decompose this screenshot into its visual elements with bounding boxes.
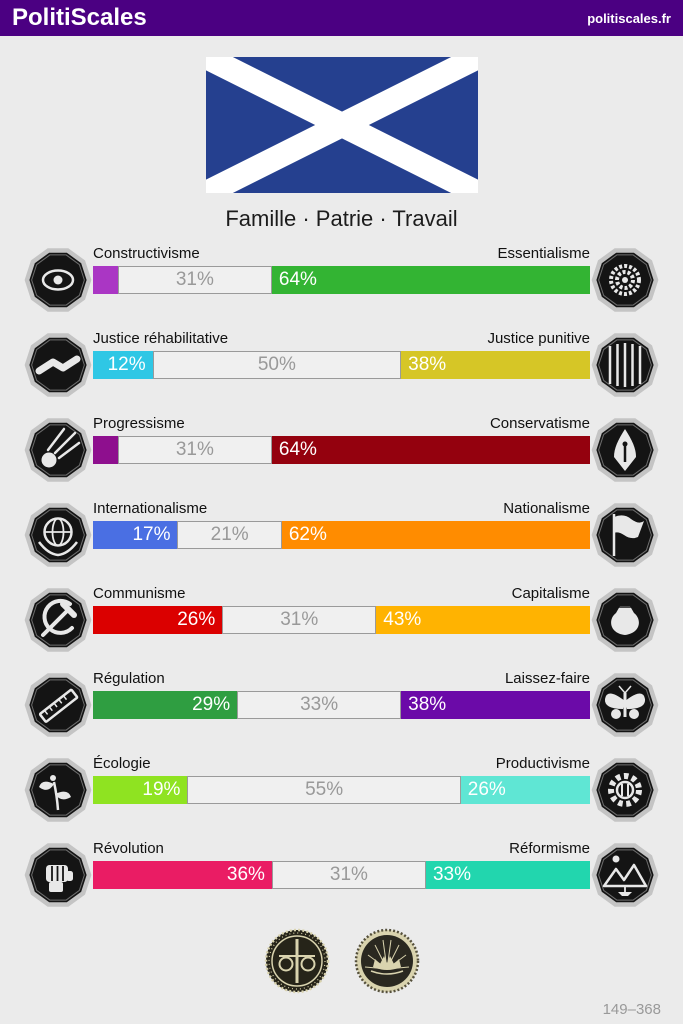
left-bar-segment: 26%	[93, 606, 222, 634]
award-badges	[0, 927, 683, 995]
axis-row-justice	[0, 328, 683, 401]
axis-right-label: Nationalisme	[503, 500, 590, 517]
left-bar-segment: 19%	[93, 776, 187, 804]
axis-bar	[93, 776, 590, 804]
axis-left-label: Écologie	[93, 755, 151, 772]
neutral-bar-segment: 31%	[118, 266, 272, 294]
top-banner	[0, 0, 683, 36]
axis-right-label: Justice punitive	[487, 330, 590, 347]
axis-left-label: Justice réhabilitative	[93, 330, 229, 347]
axis-row-regulation-laissezfaire	[0, 668, 683, 741]
sprout-icon	[24, 756, 92, 824]
left-bar-segment: 12%	[93, 351, 153, 379]
result-flag	[0, 36, 683, 193]
axis-right-label: Réformisme	[509, 840, 590, 857]
neutral-bar-segment: 21%	[177, 521, 281, 549]
axis-left-label: Régulation	[93, 670, 165, 687]
app-title: PolitiScales	[12, 4, 147, 31]
gear-icon	[591, 756, 659, 824]
axes-list	[0, 243, 683, 911]
right-bar-segment: 64%	[272, 436, 590, 464]
axis-left-label: Communisme	[93, 585, 186, 602]
neutral-bar-segment: 31%	[272, 861, 426, 889]
left-bar-segment	[93, 436, 118, 464]
right-bar-segment: 64%	[272, 266, 590, 294]
axis-bar	[93, 351, 590, 379]
result-motto: Famille · Patrie · Travail	[225, 206, 458, 231]
axis-row-ecologie-productivisme	[0, 753, 683, 826]
hammer-sickle-icon	[24, 586, 92, 654]
globe-laurel-icon	[24, 501, 92, 569]
axis-row-internationalisme-nationalisme	[0, 498, 683, 571]
neutral-bar-segment: 33%	[237, 691, 401, 719]
neutral-bar-segment: 31%	[118, 436, 272, 464]
handshake-icon	[24, 331, 92, 399]
axis-left-label: Internationalisme	[93, 500, 208, 517]
prison-bars-icon	[591, 331, 659, 399]
right-bar-segment: 33%	[426, 861, 590, 889]
compass-cross-medal-icon	[263, 927, 331, 995]
axis-right-label: Laissez-faire	[504, 670, 590, 687]
axis-bar	[93, 861, 590, 889]
money-bag-icon	[591, 586, 659, 654]
comet-icon	[24, 416, 92, 484]
axis-left-label: Constructivisme	[93, 245, 200, 262]
left-bar-segment: 36%	[93, 861, 272, 889]
axis-bar	[93, 691, 590, 719]
right-bar-segment: 38%	[401, 691, 590, 719]
neutral-bar-segment: 50%	[153, 351, 402, 379]
axis-right-label: Capitalisme	[511, 585, 590, 602]
left-bar-segment: 17%	[93, 521, 177, 549]
neutral-bar-segment: 55%	[187, 776, 460, 804]
right-bar-segment: 38%	[401, 351, 590, 379]
axis-row-communisme-capitalisme	[0, 583, 683, 656]
axis-left-label: Progressisme	[93, 415, 185, 432]
axis-row-constructivisme-essentialisme	[0, 243, 683, 316]
left-bar-segment	[93, 266, 118, 294]
raised-fist-icon	[24, 841, 92, 909]
right-bar-segment: 62%	[282, 521, 590, 549]
axis-right-label: Conservatisme	[489, 415, 590, 432]
butterfly-icon	[591, 671, 659, 739]
neutral-bar-segment: 31%	[222, 606, 376, 634]
right-bar-segment: 26%	[461, 776, 590, 804]
axis-bar	[93, 266, 590, 294]
axis-bar	[93, 521, 590, 549]
axis-bar	[93, 606, 590, 634]
pen-nib-icon	[591, 416, 659, 484]
axis-left-label: Révolution	[93, 840, 164, 857]
eye-icon	[24, 246, 92, 314]
site-url-label: politiscales.fr	[587, 10, 671, 26]
left-bar-segment: 29%	[93, 691, 237, 719]
chrysanthemum-icon	[591, 246, 659, 314]
right-bar-segment: 43%	[376, 606, 590, 634]
flag-icon	[591, 501, 659, 569]
axis-bar	[93, 436, 590, 464]
ruler-icon	[24, 671, 92, 739]
axis-right-label: Essentialisme	[497, 245, 590, 262]
axis-row-progressisme-conservatisme	[0, 413, 683, 486]
axis-row-revolution-reformisme	[0, 838, 683, 911]
score-range-label: 149–368	[602, 1001, 661, 1018]
scotland-flag-icon	[206, 57, 478, 193]
axis-right-label: Productivisme	[495, 755, 590, 772]
crown-rays-medal-icon	[353, 927, 421, 995]
landscape-icon	[591, 841, 659, 909]
